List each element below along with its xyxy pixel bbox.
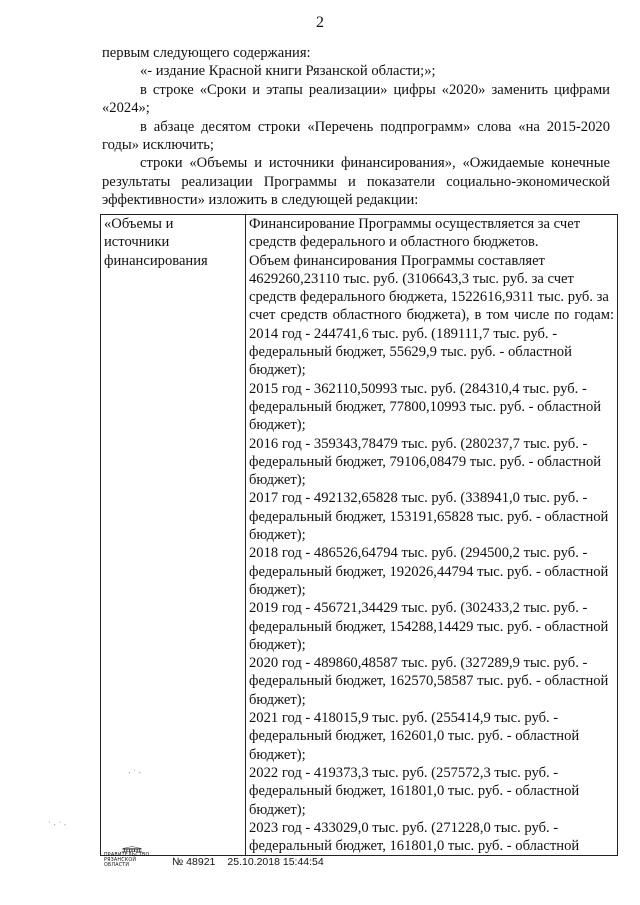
- year-entry: 2019 год - 456721,34429 тыс. руб. (302433,2 тыс. руб. - федеральный бюджет, 154288,14429 тыс. руб. - областной бюджет);: [249, 600, 609, 653]
- financing-intro: Финансирование Программы осуществляется за счет средств федерального и областного бюджетов.: [249, 216, 581, 251]
- financing-total: Объем финансирования Программы составляет 4629260,23110 тыс. руб. (3106643,3 тыс. руб. за счет средств федерального бюджета, 1522616,9311 тыс. руб. за счет средств областного бюджета), в том числе по годам:: [249, 252, 614, 324]
- scan-speck: ˙ ‧ ˙ ‧: [48, 820, 67, 830]
- row-label-line: источники: [104, 234, 170, 251]
- year-entry: 2020 год - 489860,48587 тыс. руб. (327289,9 тыс. руб. - федеральный бюджет, 162570,58587 тыс. руб. - областной бюджет);: [249, 655, 609, 708]
- year-entry: 2014 год - 244741,6 тыс. руб. (189111,7 тыс. руб. - федеральный бюджет, 55629,9 тыс. руб. - областной бюджет);: [249, 325, 572, 379]
- year-entry: 2022 год - 419373,3 тыс. руб. (257572,3 тыс. руб. - федеральный бюджет, 161801,0 тыс. руб. - областной бюджет);: [249, 764, 580, 818]
- paragraph-financing-rows: строки «Объемы и источники финансирования», «Ожидаемые конечные результаты реализации Программы и показатели социально-экономической эффективности» изложить в следующей редакции:: [102, 155, 610, 209]
- paragraph-terms: в строке «Сроки и этапы реализации» цифры «2020» заменить цифрами «2024»;: [102, 81, 610, 117]
- year-entry: 2021 год - 418015,9 тыс. руб. (255414,9 тыс. руб. - федеральный бюджет, 162601,0 тыс. руб. - областной бюджет);: [249, 710, 580, 763]
- government-stamp: [104, 846, 160, 868]
- row-label-line: «Объемы и: [104, 216, 174, 232]
- year-entry: 2015 год - 362110,50993 тыс. руб. (284310,4 тыс. руб. - федеральный бюджет, 77800,10993 тыс. руб. - областной бюджет);: [249, 380, 602, 434]
- scan-speck: ‧ ˙ ‧: [128, 768, 142, 778]
- row-content-cell: [246, 215, 618, 856]
- government-building-icon: [104, 846, 160, 852]
- year-entry: 2016 год - 359343,78479 тыс. руб. (280237,7 тыс. руб. - федеральный бюджет, 79106,08479 тыс. руб. - областной бюджет);: [249, 435, 602, 489]
- paragraph-continuation: первым следующего содержания:: [102, 45, 311, 61]
- financing-table: [100, 214, 618, 856]
- amendment-text: [102, 44, 610, 210]
- document-footer: [104, 846, 324, 868]
- year-entry: 2023 год - 433029,0 тыс. руб. (271228,0 тыс. руб. - федеральный бюджет, 161801,0 тыс. руб. - областной: [249, 819, 580, 855]
- paragraph-red-book: «- издание Красной книги Рязанской области;»;: [140, 63, 436, 80]
- document-datetime: 25.10.2018 15:44:54: [227, 856, 324, 868]
- row-label-line: финансирования: [104, 252, 208, 269]
- year-entry: 2017 год - 492132,65828 тыс. руб. (338941,0 тыс. руб. - федеральный бюджет, 153191,65828 тыс. руб. - областной бюджет);: [249, 490, 609, 544]
- row-label-cell: [101, 215, 246, 856]
- document-number: № 48921: [172, 856, 216, 868]
- paragraph-subprograms: в абзаце десятом строки «Перечень подпрограмм» слова «на 2015-2020 годы» исключить;: [102, 118, 610, 154]
- page-number: 2: [316, 14, 324, 31]
- year-entry: 2018 год - 486526,64794 тыс. руб. (294500,2 тыс. руб. - федеральный бюджет, 192026,44794 тыс. руб. - областной бюджет);: [249, 545, 609, 598]
- table-row: [101, 215, 618, 856]
- stamp-caption: ПРАВИТЕЛЬСТВО РЯЗАНСКОЙ ОБЛАСТИ: [104, 853, 150, 868]
